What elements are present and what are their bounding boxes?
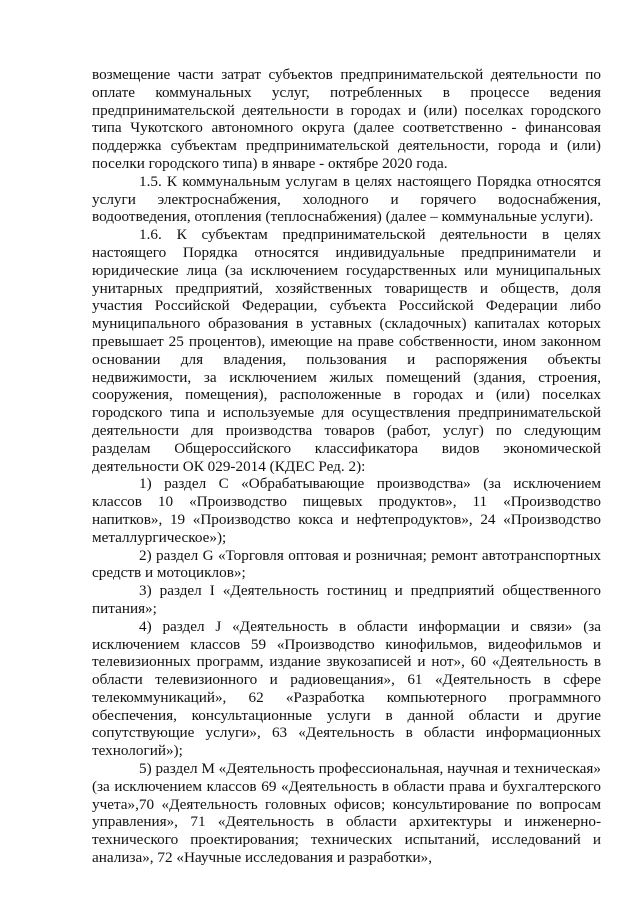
list-item-section-j: 4) раздел J «Деятельность в области информации и связи» (за исключением классов 59 «Производство кинофильмов, видеофильмов и телевизионных программ, издание звукозаписей и нот», 60 «Деятельность в области телевизионного и радиовещания», 61 «Деятельность в сфере телекоммуникаций», 62 «Разработка компьютерного программного обеспечения, консультационные услуги в данной области и другие сопутствующие услуги», 63 «Деятельность в области информационных технологий»); bbox=[92, 617, 601, 760]
list-item-section-i: 3) раздел I «Деятельность гостиниц и предприятий общественного питания»; bbox=[92, 582, 601, 617]
paragraph-intro-continuation: возмещение части затрат субъектов предпринимательской деятельности по оплате коммунальных услуг, потребленных в процессе ведения предпринимательской деятельности в городах и (или) поселках городского типа Чукотского автономного округа (далее соответственно - финансовая поддержка субъектам предпринимательской деятельности, города и (или) поселки городского типа) в январе - октябре 2020 года. bbox=[92, 66, 601, 172]
list-item-section-g: 2) раздел G «Торговля оптовая и розничная; ремонт автотранспортных средств и мотоциклов»; bbox=[92, 546, 601, 582]
paragraph-clause-1-6: 1.6. К субъектам предпринимательской деятельности в целях настоящего Порядка относятся индивидуальные предприниматели и юридические лица (за исключением государственных или муниципальных унитарных предприятий, хозяйственных товариществ и обществ, доля участия Российской Федерации, субъекта Российской Федерации либо муниципального образования в уставных (складочных) капиталах которых превышает 25 процентов), имеющие на праве собственности, ином законном основании для владения, пользования и распоряжения объекты недвижимости, за исключением жилых помещений (здания, строения, сооружения, помещения), расположенные в городах и (или) поселках городского типа и используемые для осуществления предпринимательской деятельности для производства товаров (работ, услуг) по следующим разделам Общероссийского классификатора видов экономической деятельности ОК 029-2014 (КДЕС Ред. 2): bbox=[92, 226, 601, 475]
list-item-section-c: 1) раздел C «Обрабатывающие производства» (за исключением классов 10 «Производство пищевых продуктов», 11 «Производство напитков», 19 «Производство кокса и нефтепродуктов», 24 «Производство металлургическое»); bbox=[92, 475, 601, 546]
list-item-section-m: 5) раздел M «Деятельность профессиональная, научная и техническая» (за исключением классов 69 «Деятельность в области права и бухгалтерского учета»,70 «Деятельность головных офисов; консультирование по вопросам управления», 71 «Деятельность в области архитектуры и инженерно-технического проектирования; технических испытаний, исследований и анализа», 72 «Научные исследования и разработки», bbox=[92, 760, 601, 867]
document-page bbox=[92, 66, 601, 867]
paragraph-clause-1-5: 1.5. К коммунальным услугам в целях настоящего Порядка относятся услуги электроснабжения, холодного и горячего водоснабжения, водоотведения, отопления (теплоснабжения) (далее – коммунальные услуги). bbox=[92, 172, 601, 226]
